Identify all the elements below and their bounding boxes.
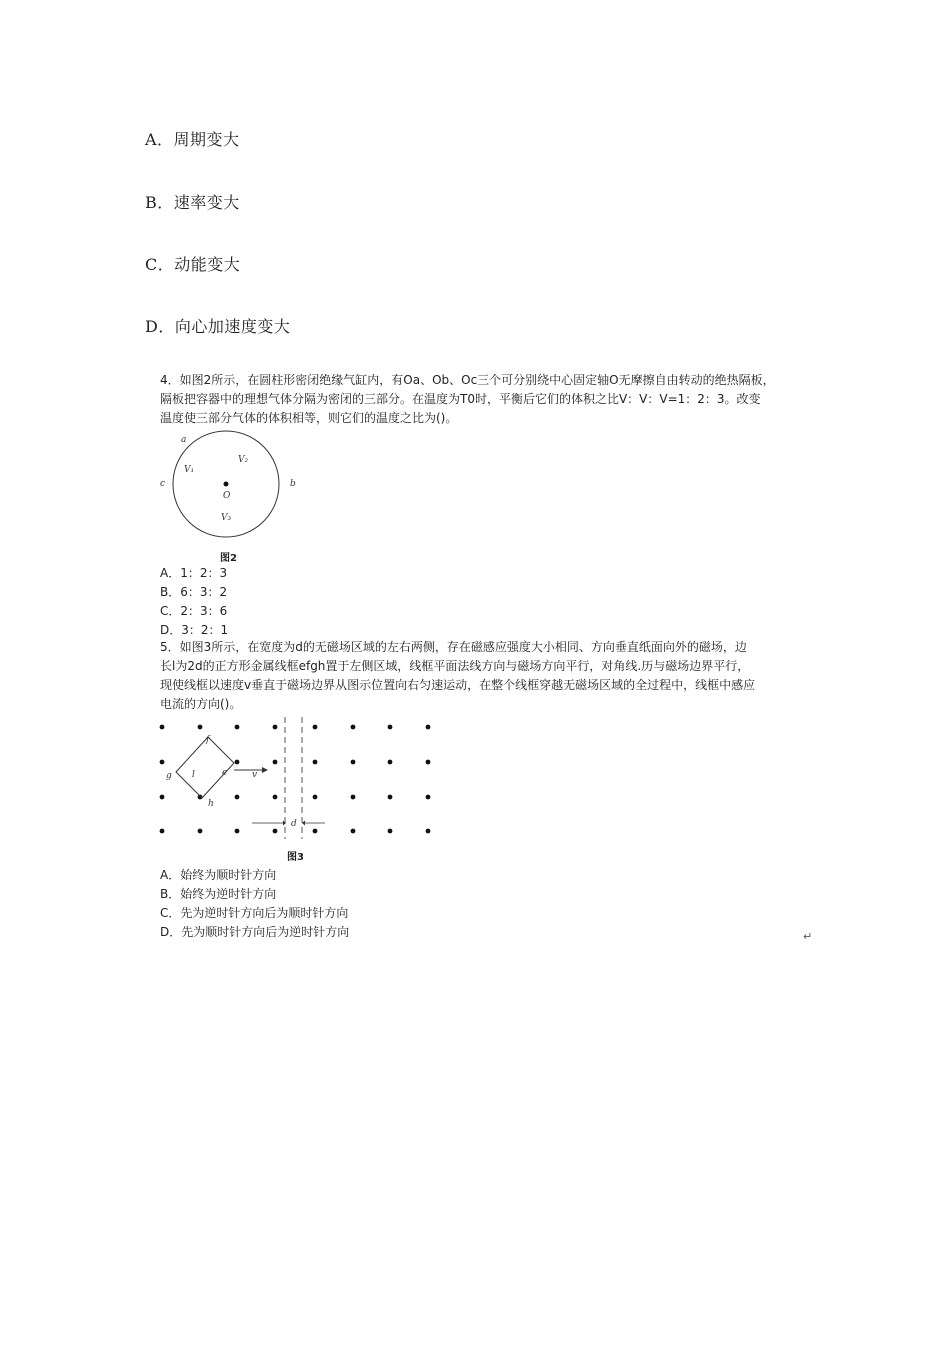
label-e: e	[222, 768, 228, 778]
figure-3-magnetic-field-diagram	[150, 715, 440, 845]
label-v2: V₂	[238, 455, 249, 465]
q5-option-c: C．先为逆时针方向后为顺时针方向	[160, 906, 349, 920]
q3-option-a: A．周期变大	[145, 130, 240, 149]
label-l: l	[192, 770, 195, 780]
figure-2-circle-diagram	[150, 428, 310, 548]
field-dots	[160, 725, 431, 834]
label-d: d	[291, 819, 297, 829]
q5-option-b: B．始终为逆时针方向	[160, 887, 277, 901]
q4-option-b: B．6：3：2	[160, 585, 228, 599]
q5-option-d: D．先为顺时针方向后为逆时针方向	[160, 925, 350, 939]
q4-stem-line-1: 4．如图2所示，在圆柱形密闭绝缘气缸内，有Oa、Ob、Oc三个可分别绕中心固定轴O无摩擦自由转动的绝热隔板，	[160, 373, 775, 387]
q4-stem	[160, 371, 800, 428]
q3-option-c: C．动能变大	[145, 255, 241, 274]
center-point-o	[224, 482, 229, 487]
paragraph-return-mark: ↵	[803, 930, 813, 943]
q3-option-d: D．向心加速度变大	[145, 317, 291, 336]
label-b: b	[290, 479, 296, 489]
label-v: v	[252, 770, 258, 780]
q4-stem-line-3: 温度使三部分气体的体积相等，则它们的温度之比为()。	[160, 411, 458, 425]
label-c: c	[160, 479, 166, 489]
q3-option-b: B．速率变大	[145, 193, 240, 212]
q5-stem	[160, 638, 800, 714]
q4-option-a: A．1：2：3	[160, 566, 228, 580]
q4-option-d: D．3：2：1	[160, 623, 229, 637]
label-a: a	[181, 435, 187, 445]
figure-2-caption: 图2	[220, 553, 237, 564]
label-f: f	[206, 735, 210, 745]
figure-3-caption: 图3	[287, 852, 304, 863]
q5-stem-line-3: 现使线框以速度v垂直于磁场边界从图示位置向右匀速运动，在整个线框穿越无磁场区域的全过程中，线框中感应	[160, 678, 756, 692]
q5-option-a: A．始终为顺时针方向	[160, 868, 277, 882]
q4-stem-line-2: 隔板把容器中的理想气体分隔为密闭的三部分。在温度为T0时，平衡后它们的体积之比V：V：V=1：2：3。改变	[160, 392, 761, 406]
label-o: O	[223, 491, 231, 501]
label-v1: V₁	[184, 465, 195, 475]
q5-stem-line-4: 电流的方向()。	[160, 697, 242, 711]
q5-stem-line-2: 长l为2d的正方形金属线框efgh置于左侧区域，线框平面法线方向与磁场方向平行，对角线.历与磁场边界平行，	[160, 659, 750, 673]
label-g: g	[166, 771, 172, 781]
label-h: h	[208, 799, 214, 809]
label-v3: V₃	[221, 513, 232, 523]
q4-option-c: C．2：3：6	[160, 604, 228, 618]
q5-stem-line-1: 5．如图3所示，在宽度为d的无磁场区域的左右两侧，存在磁感应强度大小相同、方向垂直纸面向外的磁场，边	[160, 640, 747, 654]
